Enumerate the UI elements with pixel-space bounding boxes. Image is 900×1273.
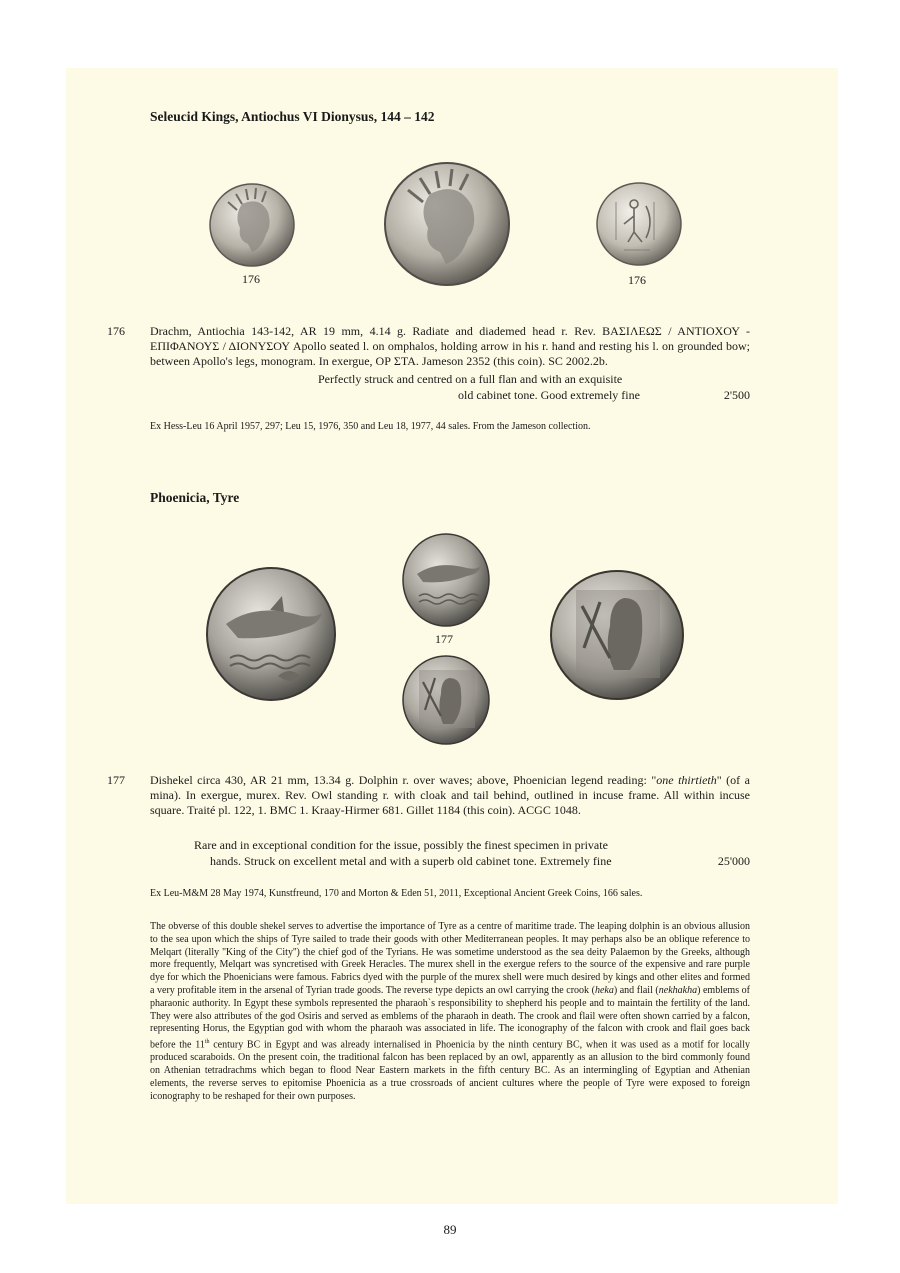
commentary-part-4: century BC in Egypt and was already internalised in Phoenicia by the ninth century BC, when it was used as a motif for locally produced scaraboids. On the present coin, the traditional falcon has been replaced by an owl, apparently as an allusion to the bird commonly found on Athenian tetradrachms which began to flood Near Eastern markets in the fifth century BC. As an intermingling of Egyptian and Athenian elements, the reverse serves to epitomise Phoenicia as a true crossroads of ancient cultures where the people of Tyre were exposed to foreign iconography to be reshaped for their own purposes.	[150, 1039, 750, 1102]
coin-176-obverse-small-image	[208, 182, 296, 268]
lot-177-description-part-1: Dishekel circa 430, AR 21 mm, 13.34 g. Dolphin r. over waves; above, Phoenician legend reading: "	[150, 773, 657, 787]
commentary-part-2: ) and flail (	[613, 984, 659, 996]
image-caption-176-left: 176	[242, 272, 260, 286]
coin-177-reverse-large-image	[548, 568, 686, 702]
coin-176-obverse-large-image	[382, 160, 512, 288]
coin-177-reverse-small-image	[401, 654, 491, 746]
lot-number-177	[107, 773, 125, 788]
lot-176-condition-line-1: Perfectly struck and centred on a full flan and with an exquisite	[318, 372, 623, 386]
lot-177-description-part-2: " (of a mina). In exergue, murex. Rev. Owl standing r. with cloak and tail behind, outlined in incuse frame. All within incuse square. Traité pl. 122, 1. BMC 1. Kraay-Hirmer 681. Gillet 1184 (this coin). ACGC 1048.	[150, 773, 750, 817]
page-number: 89	[443, 1222, 457, 1237]
section-heading-seleucid: Seleucid Kings, Antiochus VI Dionysus, 144 – 142	[150, 109, 435, 124]
lot-177-description	[150, 773, 750, 818]
lot-number-176: 176	[107, 324, 125, 338]
commentary-italic-nekhakha: nekhakha	[658, 984, 698, 996]
lot-176-condition-line-2: old cabinet tone. Good extremely fine	[458, 388, 640, 402]
section-heading-phoenicia: Phoenicia, Tyre	[150, 490, 240, 505]
lot-177-description-italic: one thirtieth	[656, 773, 717, 787]
lot-177-provenance: Ex Leu-M&M 28 May 1974, Kunstfreund, 170 and Morton & Eden 51, 2011, Exceptional Ancient Greek Coins, 166 sales.	[150, 888, 643, 899]
image-caption-176-right: 176	[628, 273, 646, 287]
coin-177-obverse-large-image	[204, 566, 338, 702]
lot-176-price: 2'500	[723, 388, 750, 402]
lot-176-provenance: Ex Hess-Leu 16 April 1957, 297; Leu 15, 1976, 350 and Leu 18, 1977, 44 sales. From the Jameson collection.	[150, 421, 591, 432]
lot-177-commentary	[150, 921, 750, 1103]
commentary-part-1: The obverse of this double shekel serves to advertise the importance of Tyre as a centre of maritime trade. The leaping dolphin is an obvious allusion to the sea upon which the ships of Tyre sailed to trade their goods with other Mediterranean peoples. It may perhaps also be an oblique reference to Melqart (literally ''King of the City'') the chief god of the Tyrians. He was sometime understood as the sea deity Palaemon by the Greeks, although more frequently, Melqart was syncretised with Greek Heracles. The murex shell in the exergue refers to the source of the expensive and rare purple dye for which the Phoenicians were famous. Fabrics dyed with the purple of the murex shell were much desired by kings and other elites and formed a very profitable item in the arsenal of Tyrian trade goods. The reverse type depicts an owl carrying the crook (	[150, 921, 750, 996]
lot-177-condition-line-2: hands. Struck on excellent metal and with a superb old cabinet tone. Extremely fine	[210, 854, 612, 868]
commentary-superscript: th	[204, 1039, 210, 1046]
lot-177-condition-line-1: Rare and in exceptional condition for the issue, possibly the finest specimen in private	[194, 838, 608, 852]
lot-177-price: 25'000	[717, 854, 750, 868]
lot-176-description: Drachm, Antiochia 143-142, AR 19 mm, 4.14 g. Radiate and diademed head r. Rev. ΒΑΣΙΛΕΩΣ / ΑΝΤΙΟΧΟΥ - ΕΠΙΦΑΝΟΥΣ / ΔΙΟΝΥΣΟΥ Apollo seated l. on omphalos, holding arrow in his r. hand and resting his l. on grounded bow; between Apollo's legs, monogram. In exergue, ΟΡ ΣΤΑ. Jameson 2352 (this coin). SC 2002.2b.	[150, 324, 750, 368]
lot-number-177-text: 177	[107, 773, 125, 787]
coin-177-obverse-small-image	[401, 532, 491, 628]
coin-176-reverse-image	[594, 180, 686, 268]
image-caption-177: 177	[435, 632, 453, 646]
commentary-part-3: ) emblems of pharaonic authority. In Egypt these symbols represented the pharaoh`s responsibility to shepherd his people and to maintain the fertility of the land. They were also attributes of the god Osiris and served as emblems of the pharaoh in death. The crook and flail were often shown carried by a falcon, representing Horus, the Egyptian god with whom the pharaoh was associated in life. The iconography of the falcon with crook and flail goes back before the 11	[150, 984, 751, 1051]
commentary-italic-heka: heka	[594, 984, 614, 996]
